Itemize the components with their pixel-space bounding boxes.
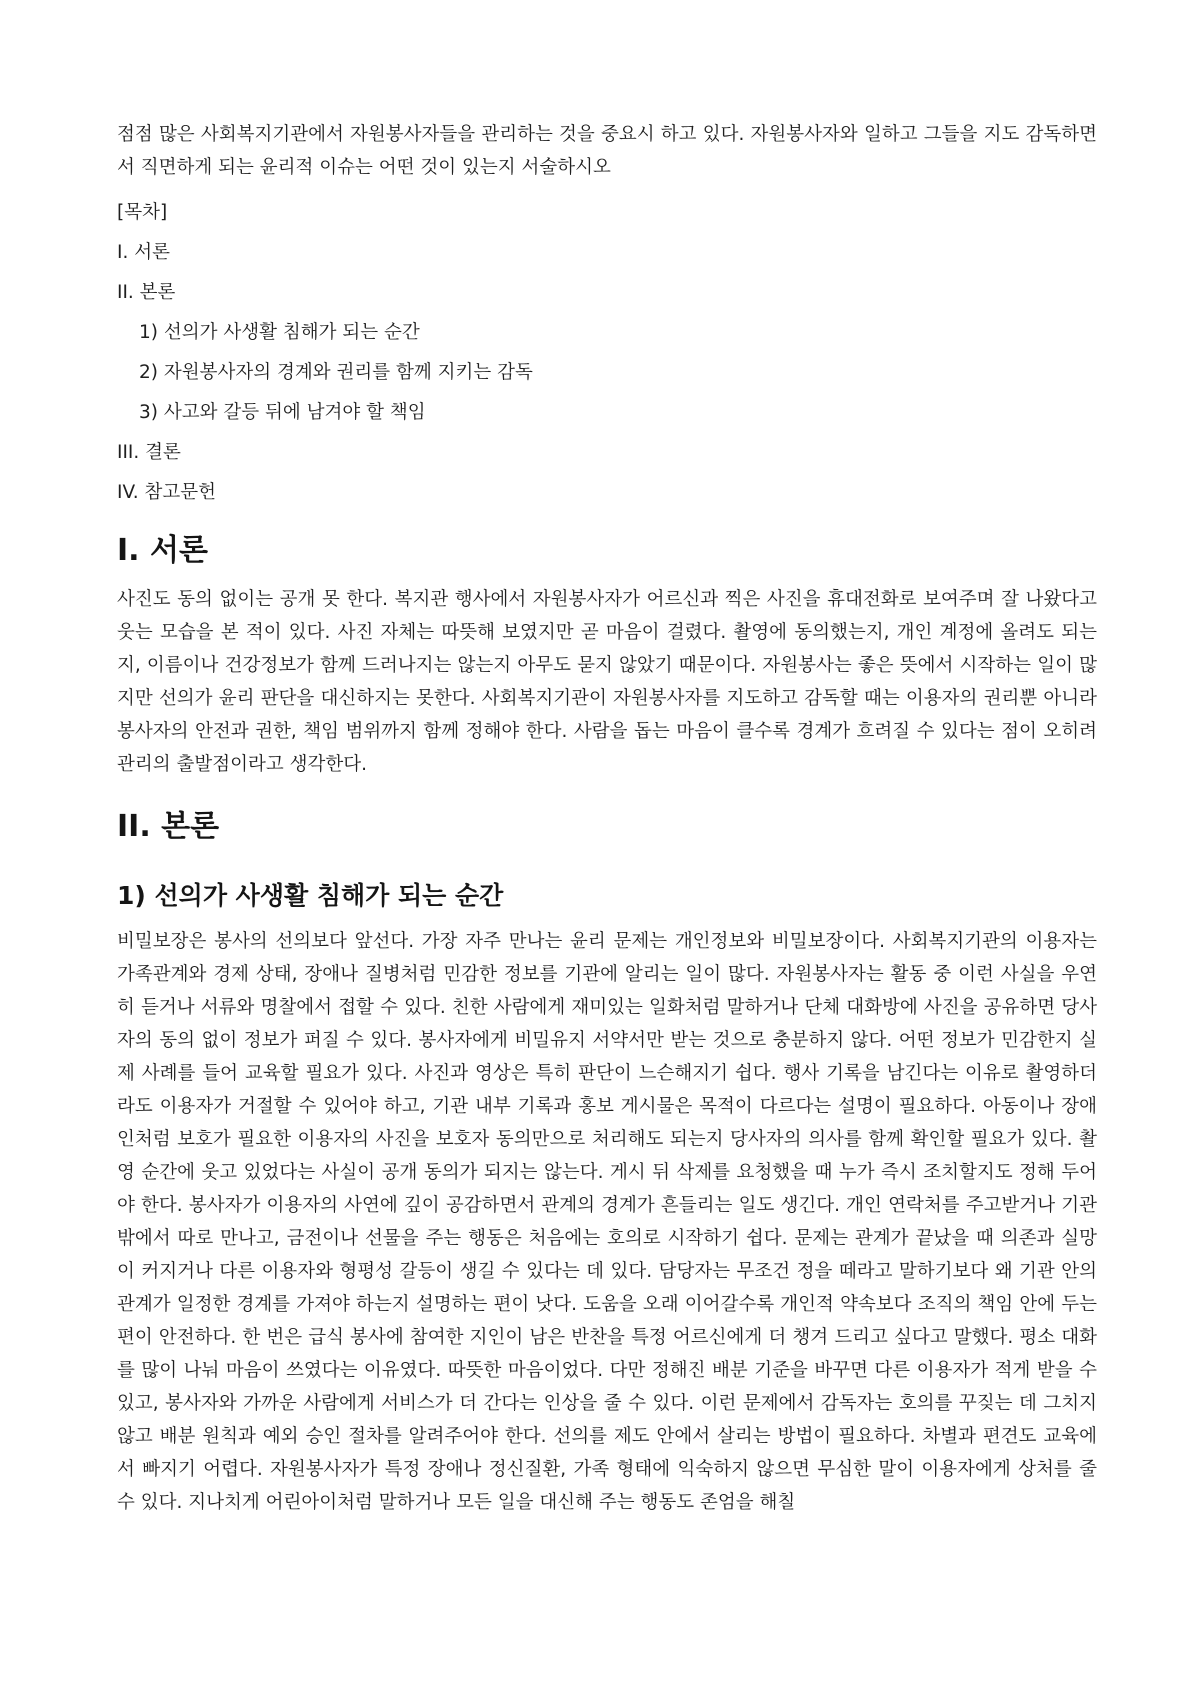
subsection-title-1: 1) 선의가 사생활 침해가 되는 순간 xyxy=(117,881,504,910)
toc-item: IV. 참고문헌 xyxy=(117,482,216,503)
section-title-intro: I. 서론 xyxy=(117,533,208,568)
toc-subitem: 1) 선의가 사생활 침해가 되는 순간 xyxy=(139,322,420,343)
document-page xyxy=(117,118,1097,1519)
section-title-main: II. 본론 xyxy=(117,809,220,844)
toc-item: I. 서론 xyxy=(117,242,170,263)
toc-item: II. 본론 xyxy=(117,282,176,303)
toc-subitem: 3) 사고와 갈등 뒤에 남겨야 할 책임 xyxy=(139,402,426,423)
subsection-1-paragraph: 비밀보장은 봉사의 선의보다 앞선다. 가장 자주 만나는 윤리 문제는 개인정보와 비밀보장이다. 사회복지기관의 이용자는 가족관계와 경제 상태, 장애나 질병처럼 민감한 정보를 기관에 알리는 일이 많다. 자원봉사자는 활동 중 이런 사실을 우연히 듣거나 서류와 명찰에서 접할 수 있다. 친한 사람에게 재미있는 일화처럼 말하거나 단체 대화방에 사진을 공유하면 당사자의 동의 없이 정보가 퍼질 수 있다. 봉사자에게 비밀유지 서약서만 받는 것으로 충분하지 않다. 어떤 정보가 민감한지 실제 사례를 들어 교육할 필요가 있다. 사진과 영상은 특히 판단이 느슨해지기 쉽다. 행사 기록을 남긴다는 이유로 촬영하더라도 이용자가 거절할 수 있어야 하고, 기관 내부 기록과 홍보 게시물은 목적이 다르다는 설명이 필요하다. 아동이나 장애인처럼 보호가 필요한 이용자의 사진을 보호자 동의만으로 처리해도 되는지 당사자의 의사를 함께 확인할 필요가 있다. 촬영 순간에 웃고 있었다는 사실이 공개 동의가 되지는 않는다. 게시 뒤 삭제를 요청했을 때 누가 즉시 조치할지도 정해 두어야 한다. 봉사자가 이용자의 사연에 깊이 공감하면서 관계의 경계가 흔들리는 일도 생긴다. 개인 연락처를 주고받거나 기관 밖에서 따로 만나고, 금전이나 선물을 주는 행동은 처음에는 호의로 시작하기 쉽다. 문제는 관계가 끝났을 때 의존과 실망이 커지거나 다른 이용자와 형평성 갈등이 생길 수 있다는 데 있다. 담당자는 무조건 정을 떼라고 말하기보다 왜 기관 안의 관계가 일정한 경계를 가져야 하는지 설명하는 편이 낫다. 도움을 오래 이어갈수록 개인적 약속보다 조직의 책임 안에 두는 편이 안전하다. 한 번은 급식 봉사에 참여한 지인이 남은 반찬을 특정 어르신에게 더 챙겨 드리고 싶다고 말했다. 평소 대화를 많이 나눠 마음이 쓰였다는 이유였다. 따뜻한 마음이었다. 다만 정해진 배분 기준을 바꾸면 다른 이용자가 적게 받을 수 있고, 봉사자와 가까운 사람에게 서비스가 더 간다는 인상을 줄 수 있다. 이런 문제에서 감독자는 호의를 꾸짖는 데 그치지 않고 배분 원칙과 예외 승인 절차를 알려주어야 한다. 선의를 제도 안에서 살리는 방법이 필요하다. 차별과 편견도 교육에서 빠지기 어렵다. 자원봉사자가 특정 장애나 정신질환, 가족 형태에 익숙하지 않으면 무심한 말이 이용자에게 상처를 줄 수 있다. 지나치게 어린아이처럼 말하거나 모든 일을 대신해 주는 행동도 존엄을 해칠 xyxy=(117,931,1097,1513)
toc-heading: [목차] xyxy=(117,202,168,223)
toc-item: III. 결론 xyxy=(117,442,181,463)
assignment-question: 점점 많은 사회복지기관에서 자원봉사자들을 관리하는 것을 중요시 하고 있다. 자원봉사자와 일하고 그들을 지도 감독하면서 직면하게 되는 윤리적 이슈는 어떤 것이 있는지 서술하시오 xyxy=(117,124,1097,178)
toc-subitem: 2) 자원봉사자의 경계와 권리를 함께 지키는 감독 xyxy=(139,362,533,383)
intro-paragraph: 사진도 동의 없이는 공개 못 한다. 복지관 행사에서 자원봉사자가 어르신과 찍은 사진을 휴대전화로 보여주며 잘 나왔다고 웃는 모습을 본 적이 있다. 사진 자체는 따뜻해 보였지만 곧 마음이 걸렸다. 촬영에 동의했는지, 개인 계정에 올려도 되는지, 이름이나 건강정보가 함께 드러나지는 않는지 아무도 묻지 않았기 때문이다. 자원봉사는 좋은 뜻에서 시작하는 일이 많지만 선의가 윤리 판단을 대신하지는 못한다. 사회복지기관이 자원봉사자를 지도하고 감독할 때는 이용자의 권리뿐 아니라 봉사자의 안전과 권한, 책임 범위까지 함께 정해야 한다. 사람을 돕는 마음이 클수록 경계가 흐려질 수 있다는 점이 오히려 관리의 출발점이라고 생각한다. xyxy=(117,589,1097,775)
table-of-contents xyxy=(117,233,1097,513)
